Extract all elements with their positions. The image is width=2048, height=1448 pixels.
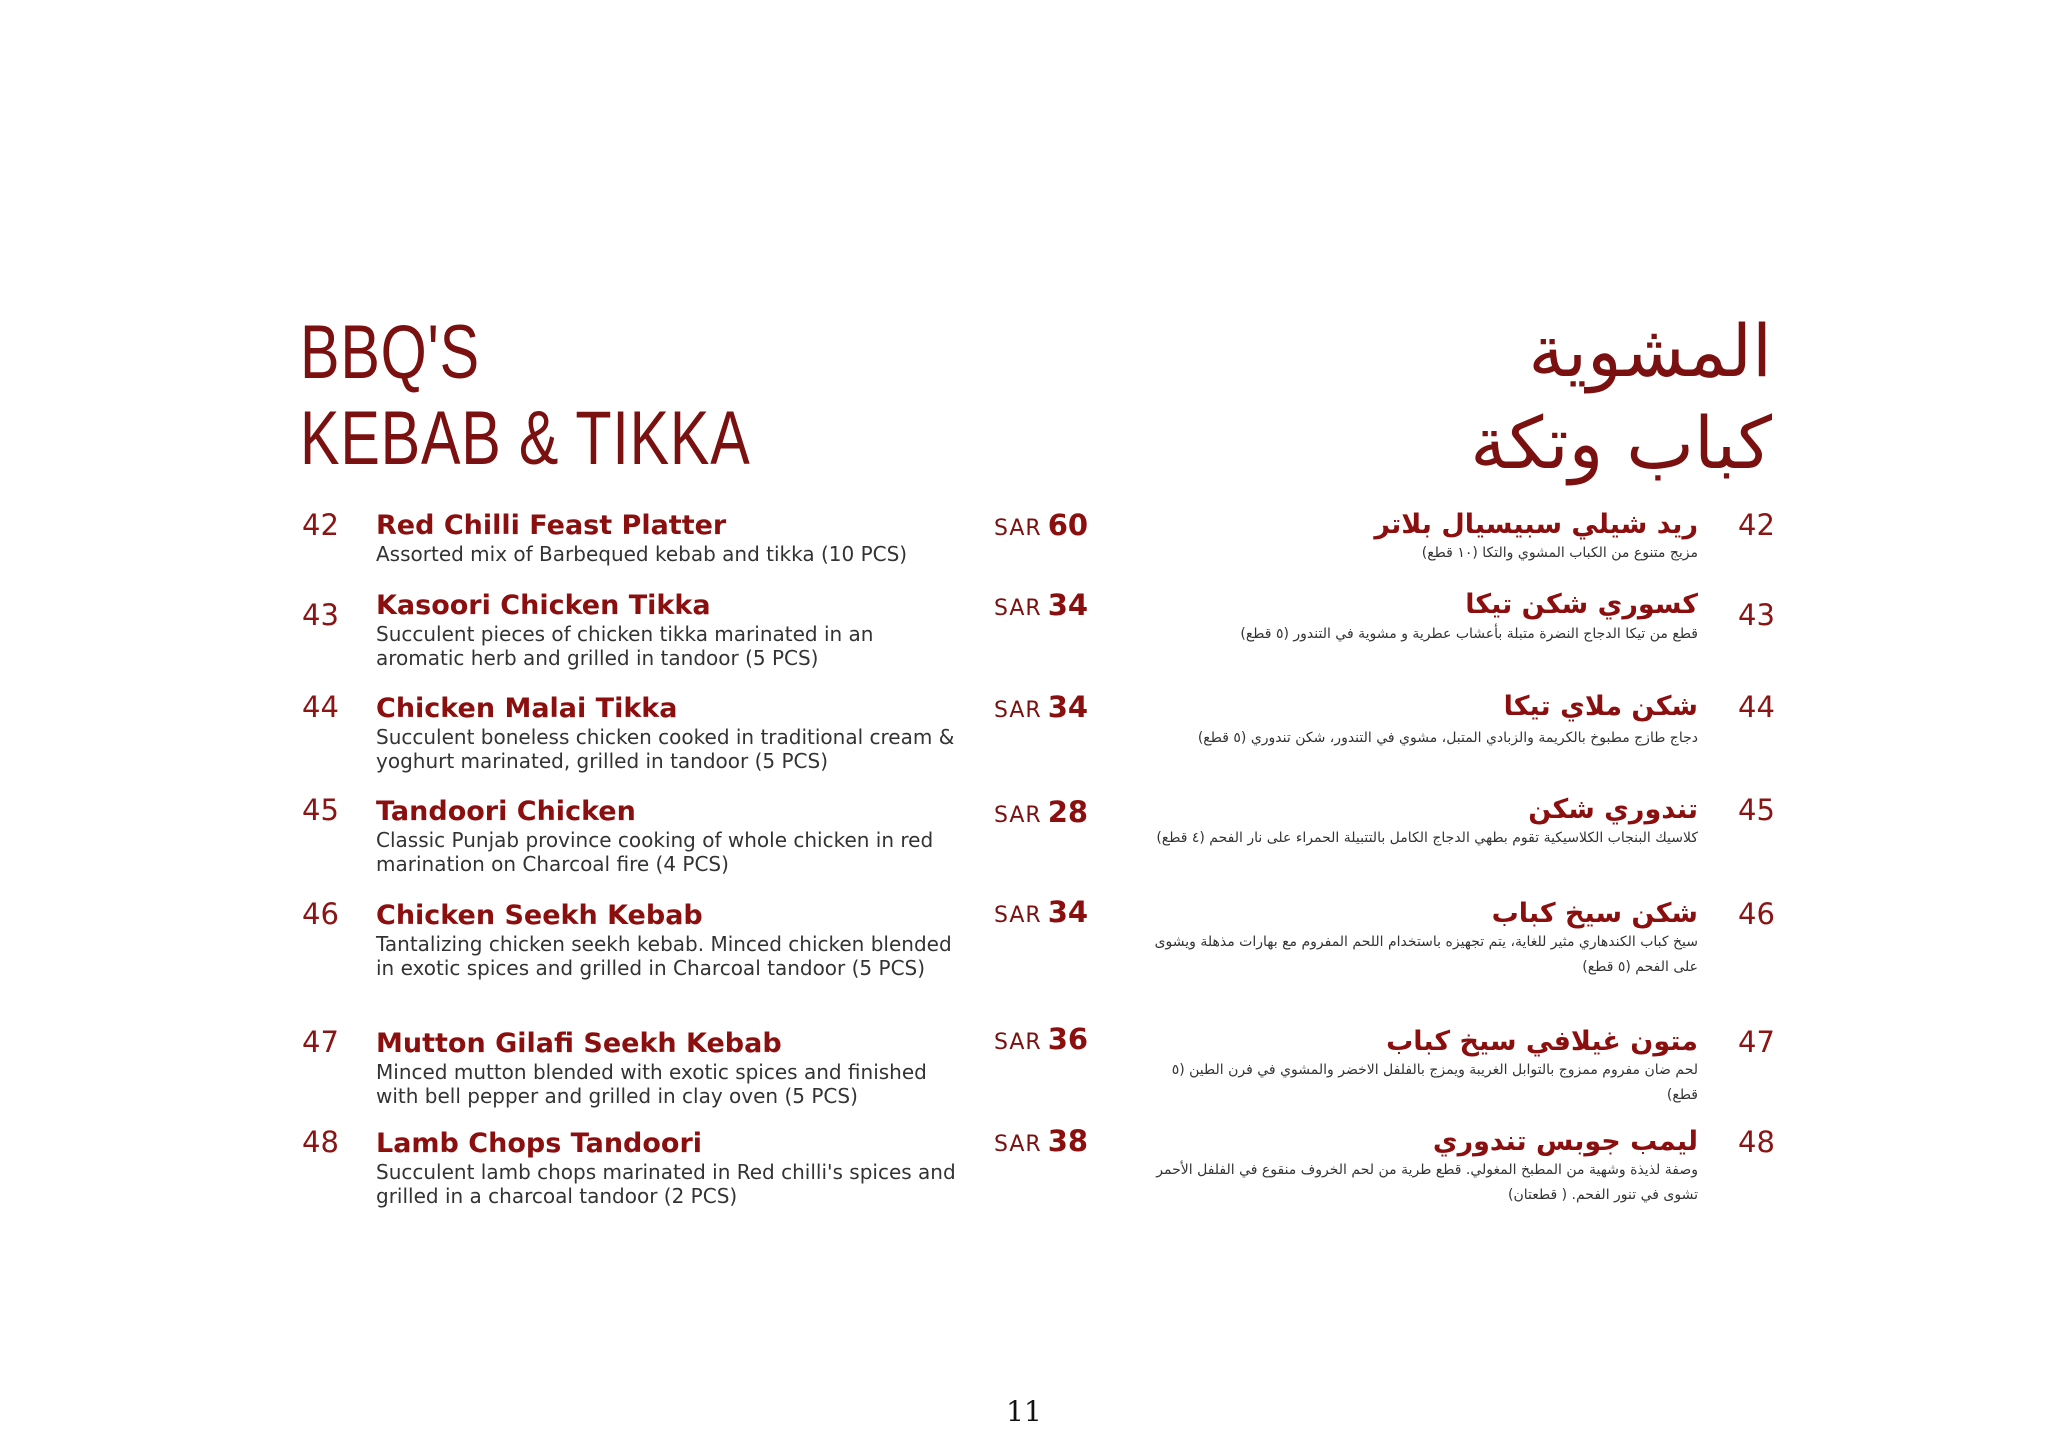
item-name-en: Red Chilli Feast Platter <box>376 510 727 541</box>
page-title-english <box>300 310 751 482</box>
item-name-en: Chicken Seekh Kebab <box>376 900 703 931</box>
item-number-en: 45 <box>302 793 339 827</box>
price-value: 34 <box>1047 588 1089 622</box>
price-value: 34 <box>1047 690 1089 724</box>
item-price <box>994 1022 1088 1061</box>
item-price <box>994 690 1088 729</box>
item-name-en: Kasoori Chicken Tikka <box>376 590 711 621</box>
item-name-en: Mutton Gilafi Seekh Kebab <box>376 1028 782 1059</box>
item-description-en: Succulent pieces of chicken tikka marinated in an aromatic herb and grilled in tandoor (5 PCS) <box>376 622 874 670</box>
currency-label: SAR <box>994 903 1042 928</box>
item-number-en: 43 <box>302 598 339 632</box>
item-price <box>994 1124 1088 1163</box>
item-name-ar: ريد شيلي سبيسيال بلاتر <box>1374 509 1698 540</box>
item-description-en: Assorted mix of Barbequed kebab and tikka (10 PCS) <box>376 542 908 566</box>
item-number-ar: 48 <box>1738 1125 1775 1159</box>
page-number: 11 <box>1006 1395 1042 1428</box>
item-name-en: Lamb Chops Tandoori <box>376 1128 703 1159</box>
item-number-en: 47 <box>302 1025 339 1059</box>
item-price <box>994 508 1088 547</box>
item-description-en: Succulent boneless chicken cooked in traditional cream & yoghurt marinated, grilled in tandoor (5 PCS) <box>376 725 955 773</box>
item-number-ar: 46 <box>1738 897 1775 931</box>
page-title-arabic <box>1470 305 1772 489</box>
item-price <box>994 795 1088 834</box>
currency-label: SAR <box>994 596 1042 621</box>
title-ar-line-2: كباب وتكة <box>1470 401 1772 485</box>
item-name-ar: شكن ملاي تيكا <box>1503 691 1698 722</box>
item-description-ar: قطع من تيكا الدجاج النضرة متبلة بأعشاب عطرية و مشوية في التندور (٥ قطع) <box>1240 626 1698 642</box>
item-description-ar: كلاسيك البنجاب الكلاسيكية تقوم بطهي الدجاج الكامل بالتتبيلة الحمراء على نار الفحم (٤ قطع) <box>1156 830 1698 846</box>
item-name-ar: ليمب جوبس تندوري <box>1432 1126 1698 1157</box>
price-value: 34 <box>1047 895 1089 929</box>
item-name-ar: كسوري شكن تيكا <box>1465 589 1698 620</box>
item-description-ar: وصفة لذيذة وشهية من المطبخ المغولي. قطع طرية من لحم الخروف منقوع في الفلفل الأحمر تشوى في تنور الفحم. ( قطعتان) <box>1156 1162 1698 1203</box>
item-number-en: 42 <box>302 508 339 542</box>
currency-label: SAR <box>994 803 1042 828</box>
currency-label: SAR <box>994 698 1042 723</box>
price-value: 38 <box>1047 1124 1089 1158</box>
item-description-en: Succulent lamb chops marinated in Red chilli's spices and grilled in a charcoal tandoor (2 PCS) <box>376 1160 956 1208</box>
item-name-ar: متون غيلافي سيخ كباب <box>1386 1026 1698 1057</box>
item-price <box>994 588 1088 627</box>
item-description-en: Tantalizing chicken seekh kebab. Minced chicken blended in exotic spices and grilled in Charcoal tandoor (5 PCS) <box>376 932 952 980</box>
price-value: 60 <box>1047 508 1089 542</box>
item-number-en: 46 <box>302 897 339 931</box>
item-description-en: Minced mutton blended with exotic spices and finished with bell pepper and grilled in clay oven (5 PCS) <box>376 1060 927 1108</box>
currency-label: SAR <box>994 1030 1042 1055</box>
item-number-en: 48 <box>302 1125 339 1159</box>
item-number-ar: 45 <box>1738 793 1775 827</box>
item-number-en: 44 <box>302 690 339 724</box>
title-en-line-1: BBQ'S <box>300 310 480 395</box>
item-name-en: Tandoori Chicken <box>376 796 636 827</box>
item-description-ar: سيخ كباب الكندهاري مثير للغاية، يتم تجهيزه باستخدام اللحم المفروم مع بهارات مذهلة ويشوى على الفحم (٥ قطع) <box>1154 934 1698 975</box>
currency-label: SAR <box>994 516 1042 541</box>
item-number-ar: 42 <box>1738 508 1775 542</box>
price-value: 36 <box>1047 1022 1089 1056</box>
item-name-ar: شكن سيخ كباب <box>1491 898 1698 929</box>
item-description-ar: لحم ضان مفروم ممزوج بالتوابل الغريبة ويمزج بالفلفل الاخضر والمشوي في فرن الطين (٥ قطع) <box>1171 1062 1698 1103</box>
title-ar-line-1: المشوية <box>1528 309 1772 393</box>
item-number-ar: 47 <box>1738 1025 1775 1059</box>
item-description-ar: مزيج متنوع من الكباب المشوي والتكا (١٠ قطع) <box>1421 545 1698 561</box>
currency-label: SAR <box>994 1132 1042 1157</box>
item-name-ar: تندوري شكن <box>1528 794 1698 825</box>
item-name-en: Chicken Malai Tikka <box>376 693 678 724</box>
item-number-ar: 43 <box>1738 598 1775 632</box>
item-description-en: Classic Punjab province cooking of whole chicken in red marination on Charcoal fire (4 PCS) <box>376 828 934 876</box>
item-description-ar: دجاج طازج مطبوخ بالكريمة والزبادي المتبل، مشوي في التندور، شكن تندوري (٥ قطع) <box>1197 730 1698 746</box>
item-price <box>994 895 1088 934</box>
item-number-ar: 44 <box>1738 690 1775 724</box>
price-value: 28 <box>1047 795 1089 829</box>
title-en-line-2: KEBAB & TIKKA <box>300 396 751 481</box>
